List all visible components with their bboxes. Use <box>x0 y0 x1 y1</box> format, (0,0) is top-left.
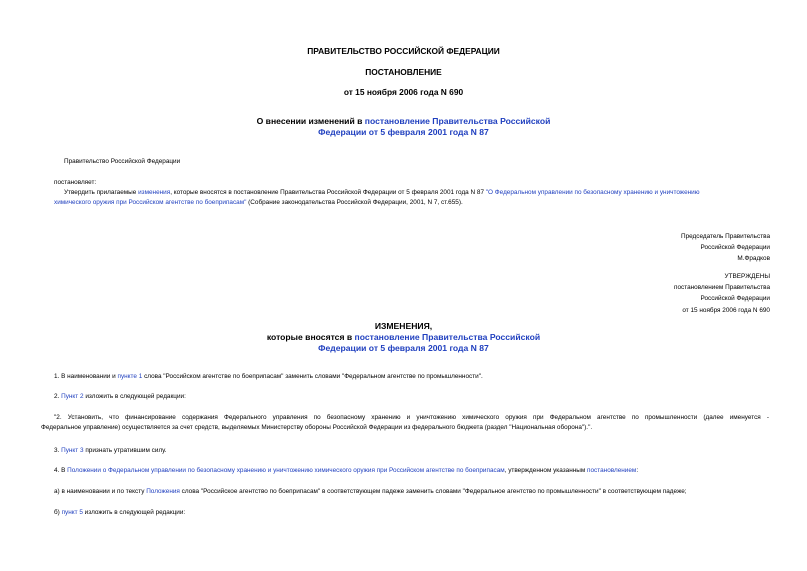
changes-title-link-line1[interactable]: постановление Правительства Российской <box>354 332 541 342</box>
item-4b-point-link[interactable]: пункт 5 <box>61 509 83 516</box>
quote-line-1: "2. Установить, что финансирование содержания Федерального управления по безопасному хранению и уничтожению химического оружия при Федеральном агентстве по промышленности (далее именуется - <box>54 414 769 421</box>
decree-link[interactable]: постановлением <box>587 467 637 474</box>
approval-line-1: УТВЕРЖДЕНЫ <box>724 273 770 280</box>
document-title <box>0 116 807 138</box>
decree-87-link-cont[interactable]: химического оружия при Российском агентстве по боеприпасам" <box>54 199 247 206</box>
item-1: 1. В наименовании и пункте 1 слова "Российском агентстве по боеприпасам" заменить словами "Федеральном агентстве по промышленности". <box>54 373 483 380</box>
decree-87-link[interactable]: "О Федеральном управлении по безопасному хранению и уничтожению <box>485 189 700 196</box>
item-3-point-link[interactable]: Пункт 3 <box>61 447 84 454</box>
quote-line-2: Федеральное управление) осуществляется за счет средств, выделяемых Министерству обороны Российской Федерации из федерального бюджета (раздел "Национальная оборона").". <box>41 424 593 431</box>
issuer-text: Правительство Российской Федерации <box>64 158 181 165</box>
approval-line-3: Российской Федерации <box>700 295 770 303</box>
regulation-text-link[interactable]: Положения <box>146 488 180 495</box>
item-1-point-link[interactable]: пункте 1 <box>117 373 143 380</box>
title-link-line1[interactable]: постановление Правительства Российской <box>364 116 551 126</box>
paragraph-1-line2: химического оружия при Российском агентстве по боеприпасам" (Собрание законодательства Российской Федерации, 2001, N 7, ст.655). <box>54 199 463 206</box>
changes-title-line1: ИЗМЕНЕНИЯ, <box>374 321 433 331</box>
changes-title-link-line2[interactable]: Федерации от 5 февраля 2001 года N 87 <box>318 343 489 353</box>
regulation-link[interactable]: Положении о Федеральном управлении по безопасному хранению и уничтожению химического оружия при Российском агентстве по боеприпасам <box>67 467 505 474</box>
item-4b: б) пункт 5 изложить в следующей редакции: <box>54 509 186 516</box>
approval-block <box>674 271 770 316</box>
signature-title: Председатель Правительства <box>681 233 770 240</box>
resolves-text: постановляет: <box>54 179 97 186</box>
signature-name: М.Фрадков <box>737 255 770 263</box>
item-2-point-link[interactable]: Пункт 2 <box>61 393 84 400</box>
signature-title-2: Российской Федерации <box>700 244 770 252</box>
item-2: 2. Пункт 2 изложить в следующей редакции: <box>54 393 186 400</box>
signature-block <box>681 231 770 265</box>
document-type-heading: ПОСТАНОВЛЕНИЕ <box>365 67 442 77</box>
paragraph-1-line1: Утвердить прилагаемые изменения, которые вносятся в постановление Правительства Российской Федерации от 5 февраля 2001 года N 87 "О Федеральном управлении по безопасному хранению и уничтожению <box>64 189 700 196</box>
title-link-line2[interactable]: Федерации от 5 февраля 2001 года N 87 <box>318 127 489 137</box>
item-4a: а) в наименовании и по тексту Положения слова "Российское агентство по боеприпасам" в соответствующем падеже заменить словами "Федеральное агентство по промышленности" в соответствующем падеже; <box>54 488 687 495</box>
approval-line-4: от 15 ноября 2006 года N 690 <box>682 306 770 314</box>
government-heading: ПРАВИТЕЛЬСТВО РОССИЙСКОЙ ФЕДЕРАЦИИ <box>307 46 500 56</box>
changes-title-prefix: которые вносятся в <box>266 332 355 342</box>
date-number-heading: от 15 ноября 2006 года N 690 <box>343 87 464 97</box>
approval-line-2: постановлением Правительства <box>674 284 770 292</box>
changes-link[interactable]: изменения <box>138 189 171 196</box>
title-prefix: О внесении изменений в <box>256 116 365 126</box>
item-4: 4. В Положении о Федеральном управлении по безопасному хранению и уничтожению химического оружия при Российском агентстве по боеприпасам, утвержденном указанным постановлением: <box>54 467 639 474</box>
item-3: 3. Пункт 3 признать утратившим силу. <box>54 447 167 454</box>
changes-title <box>0 321 807 354</box>
